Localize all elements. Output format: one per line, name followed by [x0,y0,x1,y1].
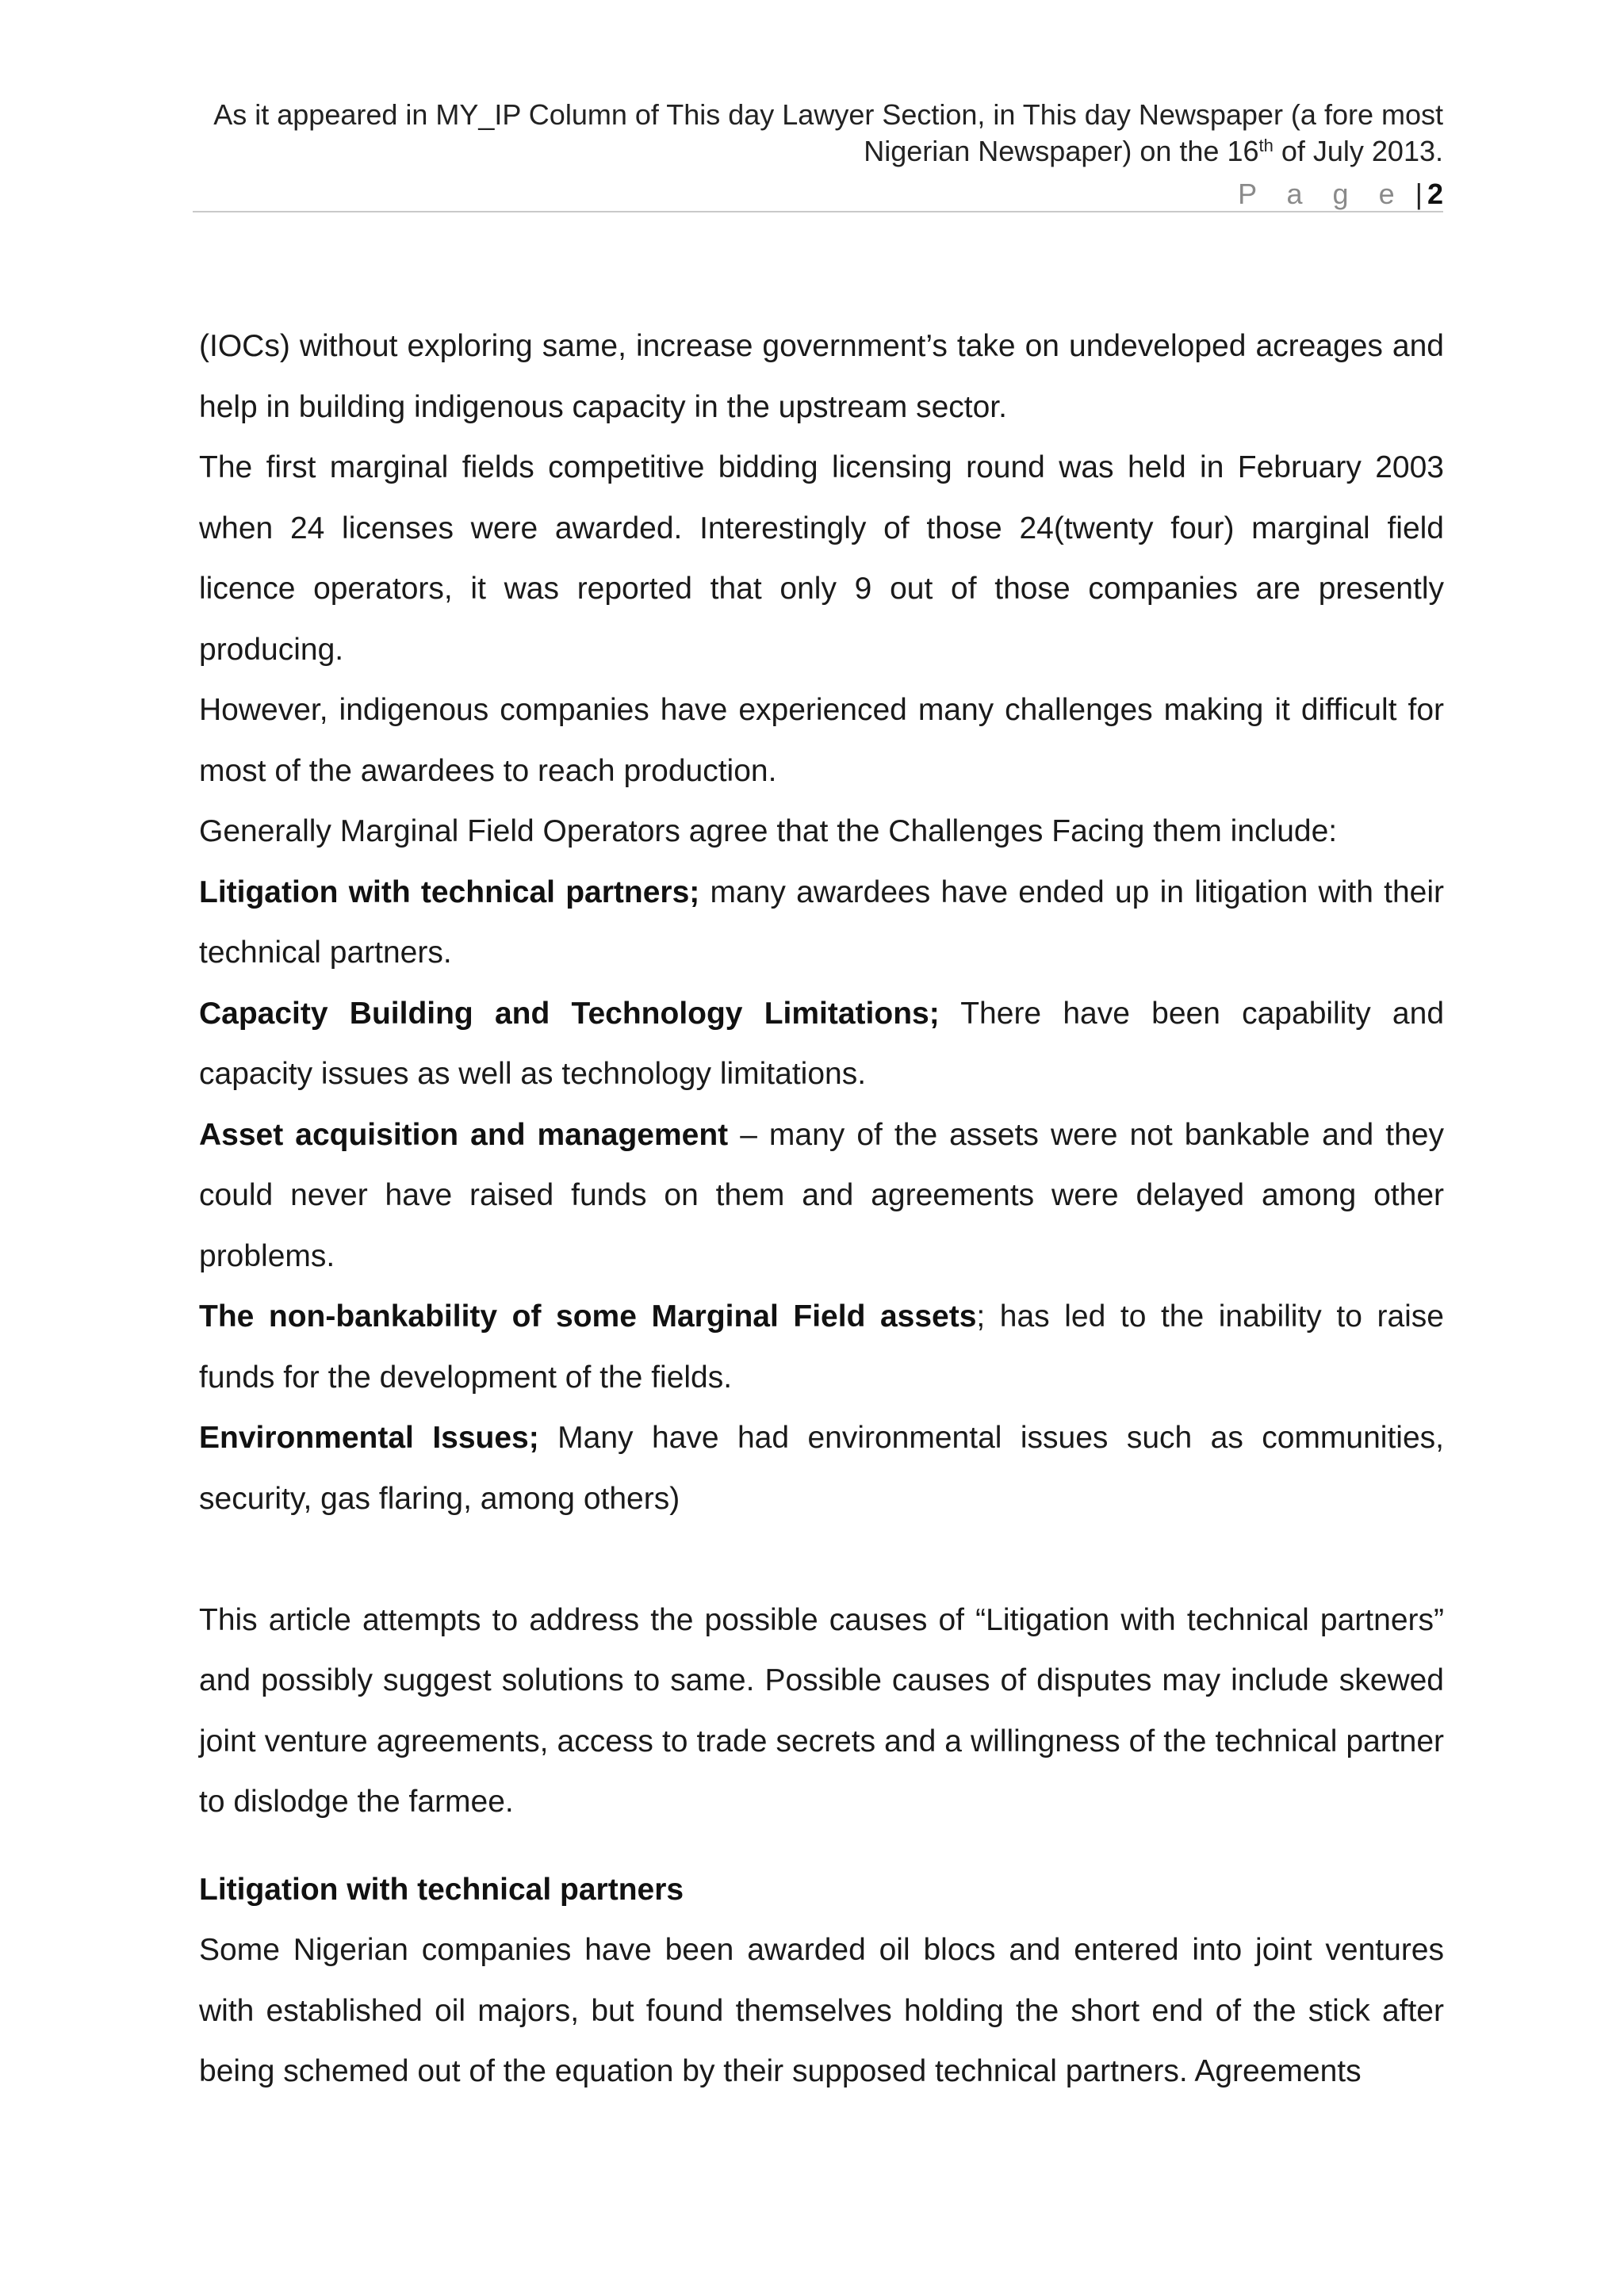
paragraph-bidding-round: The first marginal fields competitive bidding licensing round was held in February 2003 when 24 licenses were awarded. Interestingly of those 24(twenty four) marginal field licence operators, it was reported that only 9 out of those companies are presently producing. [199,450,1444,667]
challenge-text: Many have had environmental issues such as communities, security, gas flaring, among others) [199,1421,1444,1516]
challenge-litigation [199,863,1444,984]
challenge-asset-acquisition [199,1105,1444,1288]
challenge-title: The non-bankability of some Marginal Field assets [199,1299,977,1334]
challenge-environmental [199,1408,1444,1529]
header-line-2-start: Nigerian Newspaper) on the 16 [864,135,1259,167]
page-header [190,97,1443,212]
challenge-text: ; has led to the inability to raise funds for the development of the fields. [199,1299,1444,1395]
article-body [199,316,1444,2103]
paragraph-operators-agree: Generally Marginal Field Operators agree that the Challenges Facing them include: [199,814,1338,848]
section-heading: Litigation with technical partners [199,1872,684,1907]
paragraph-spacer [199,1529,1444,1590]
challenge-title: Capacity Building and Technology Limitations; [199,996,940,1031]
challenge-text: – many of the assets were not bankable and they could never have raised funds on them and agreements were delayed among other problems. [199,1117,1444,1273]
page-label: P a g e [1238,178,1406,210]
page-number: 2 [1427,178,1443,210]
paragraph-iocs: (IOCs) without exploring same, increase government’s take on undeveloped acreages and help in building indigenous capacity in the upstream sector. [199,329,1444,424]
header-divider [193,211,1443,212]
challenge-title: Asset acquisition and management [199,1117,729,1152]
challenge-non-bankability [199,1287,1444,1408]
challenge-text: many awardees have ended up in litigation with their technical partners. [199,874,1444,970]
header-line-2 [190,133,1443,170]
challenge-text: There have been capability and capacity issues as well as technology limitations. [199,996,1445,1091]
page-number-line [190,176,1443,212]
header-line-2-end: of July 2013. [1273,135,1443,167]
header-line-1: As it appeared in MY_IP Column of This day Lawyer Section, in This day Newspaper (a fore most [213,98,1443,131]
challenge-capacity [199,984,1444,1105]
paragraph-joint-ventures: Some Nigerian companies have been awarded oil blocs and entered into joint ventures with established oil majors, but found themselves holding the short end of the stick after being schemed out of the equation by their supposed technical partners. Agreements [199,1933,1444,2088]
paragraph-article-purpose: This article attempts to address the possible causes of “Litigation with technical partners” and possibly suggest solutions to same. Possible causes of disputes may include skewed joint venture agreements, access to trade secrets and a willingness of the technical partner to dislodge the farmee. [199,1602,1444,1819]
paragraph-challenges-intro: However, indigenous companies have experienced many challenges making it difficult for most of the awardees to reach production. [199,693,1444,788]
challenge-title: Litigation with technical partners; [199,874,700,909]
page-separator: | [1415,178,1423,210]
header-superscript: th [1258,136,1274,155]
challenge-title: Environmental Issues; [199,1421,539,1455]
